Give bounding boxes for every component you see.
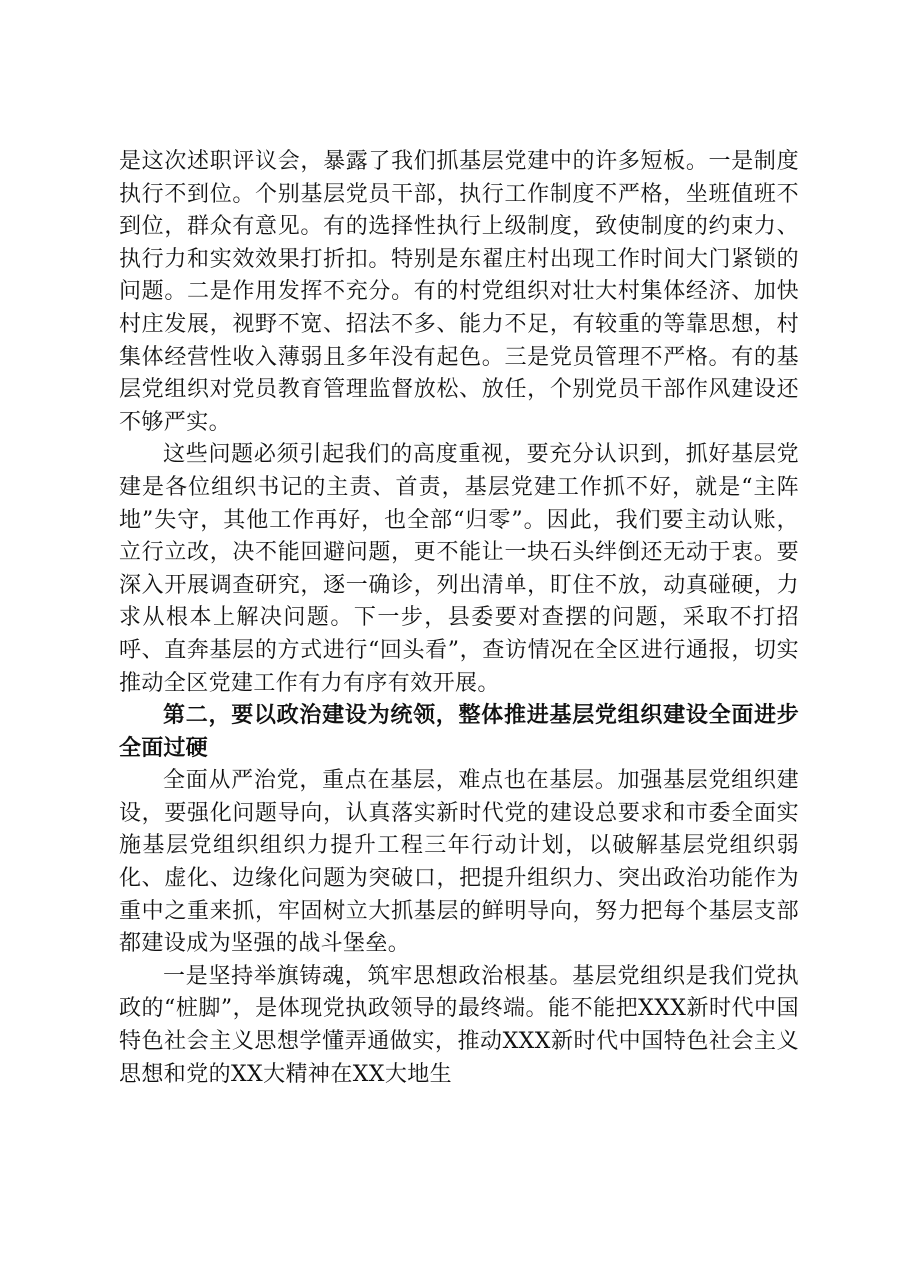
paragraph-point-one: 一是坚持举旗铸魂，筑牢思想政治根基。基层党组织是我们党执政的“桩脚”，是体现党执政领导的最终端。能不能把XXX新时代中国特色社会主义思想学懂弄通做实，推动XXX新时代中国特色社会主义思想和党的XX大精神在XX大地生 <box>119 963 799 1087</box>
paragraph-strict-governance: 全面从严治党，重点在基层，难点也在基层。加强基层党组织建设，要强化问题导向，认真落实新时代党的建设总要求和市委全面实施基层党组织组织力提升工程三年行动计划，以破解基层党组织弱化、虚化、边缘化问题为突破口，把提升组织力、突出政治功能作为重中之重来抓，牢固树立大抓基层的鲜明导向，努力把每个基层支部都建设成为坚强的战斗堡垒。 <box>119 768 799 957</box>
document-body <box>119 146 799 1091</box>
paragraph-continuation: 是这次述职评议会，暴露了我们抓基层党建中的许多短板。一是制度执行不到位。个别基层党员干部，执行工作制度不严格，坐班值班不到位，群众有意见。有的选择性执行上级制度，致使制度的约束力、执行力和实效效果打折扣。特别是东翟庄村出现工作时间大门紧锁的问题。二是作用发挥不充分。有的村党组织对壮大村集体经济、加快村庄发展，视野不宽、招法不多、能力不足，有较重的等靠思想，村集体经营性收入薄弱且多年没有起色。三是党员管理不严格。有的基层党组织对党员教育管理监督放松、放任，个别党员干部作风建设还不够严实。 <box>119 149 799 435</box>
paragraph-problems-attention: 这些问题必须引起我们的高度重视，要充分认识到，抓好基层党建是各位组织书记的主责、首责，基层党建工作抓不好，就是“主阵地”失守，其他工作再好，也全部“归零”。因此，我们要主动认账，立行立改，决不能回避问题，更不能让一块石头绊倒还无动于衷。要深入开展调查研究，逐一确诊，列出清单，盯住不放，动真碰硬，力求从根本上解决问题。下一步，县委要对查摆的问题，采取不打招呼、直奔基层的方式进行“回头看”，查访情况在全区进行通报，切实推动全区党建工作有力有序有效开展。 <box>119 442 799 696</box>
section-heading-second: 第二，要以政治建设为统领，整体推进基层党组织建设全面进步全面过硬 <box>119 703 799 761</box>
